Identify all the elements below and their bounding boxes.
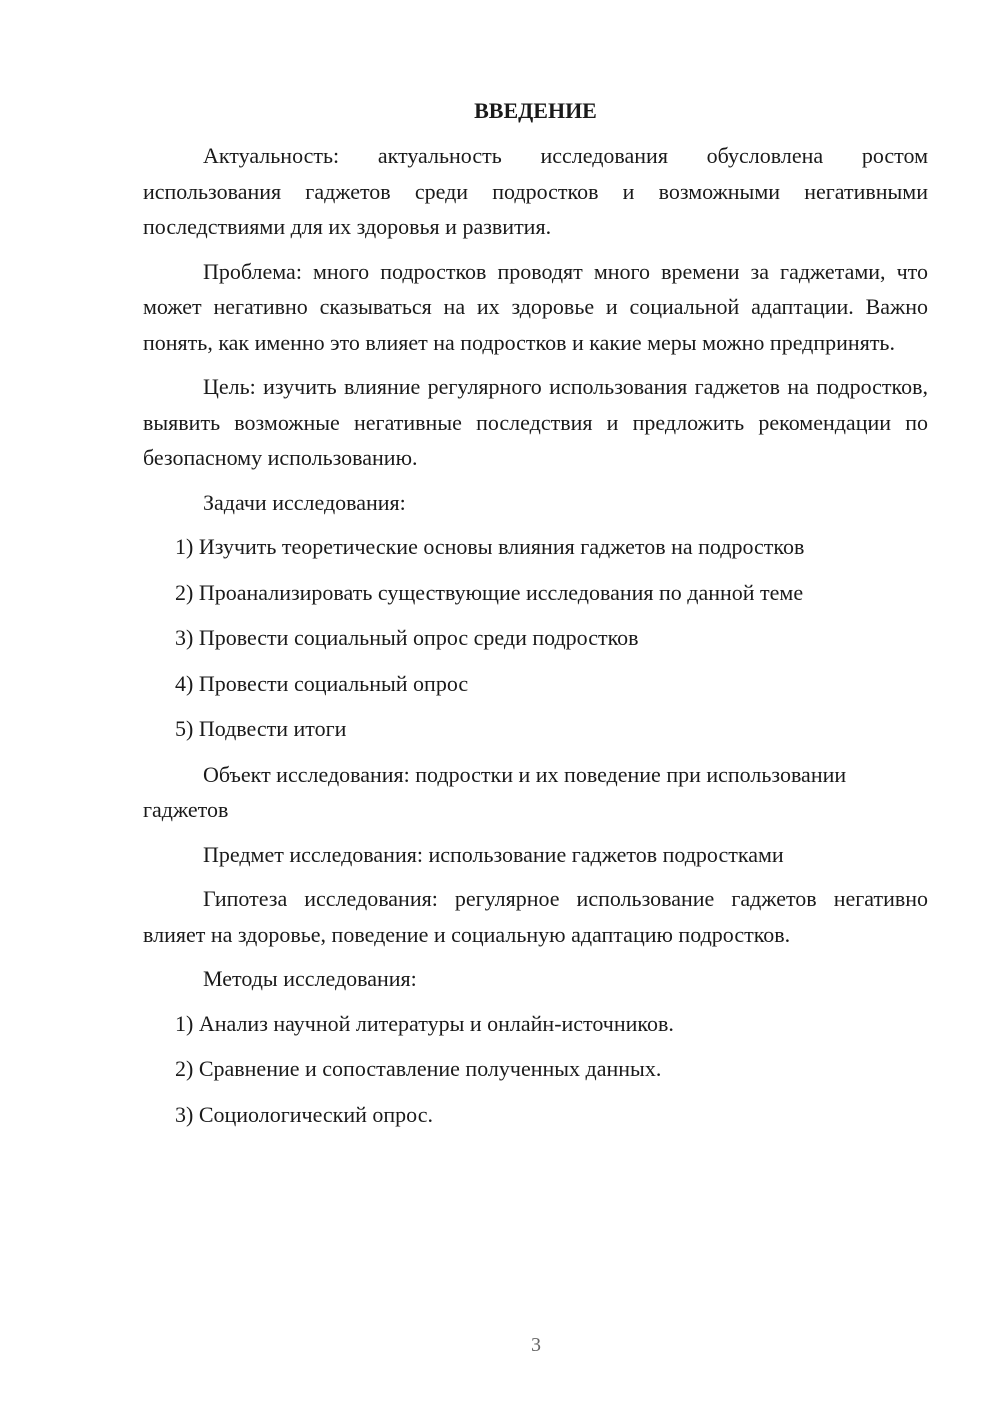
- methods-title: Методы исследования:: [203, 966, 417, 991]
- method-item: 1) Анализ научной литературы и онлайн-источников.: [175, 1010, 674, 1036]
- task-item: 5) Подвести итоги: [175, 716, 347, 741]
- subject-paragraph: Предмет исследования: использование гаджетов подростками: [203, 841, 784, 867]
- object-paragraph: Объект исследования: подростки и их поведение при использовании гаджетов: [143, 761, 847, 822]
- tasks-title: Задачи исследования:: [203, 489, 406, 515]
- task-item: 3) Провести социальный опрос среди подростков: [175, 625, 639, 650]
- task-item: 4) Провести социальный опрос: [175, 670, 469, 696]
- method-item: 3) Социологический опрос.: [175, 1101, 433, 1127]
- page-number: 3: [531, 1334, 541, 1356]
- hypothesis-paragraph: Гипотеза исследования: регулярное использование гаджетов негативно влияет на здоровье, поведение и социальную адаптацию подростков.: [143, 886, 928, 947]
- goal-paragraph: Цель: изучить влияние регулярного использования гаджетов на подростков, выявить возможные негативные последствия и предложить рекомендации по безопасному использованию.: [143, 374, 928, 470]
- document-page: [143, 96, 928, 1142]
- relevance-paragraph: Актуальность: актуальность исследования обусловлена ростом использования гаджетов среди подростков и возможными негативными последствиями для их здоровья и развития.: [143, 143, 928, 239]
- task-item: 2) Проанализировать существующие исследования по данной теме: [175, 579, 804, 605]
- task-item: 1) Изучить теоретические основы влияния гаджетов на подростков: [175, 534, 805, 559]
- problem-paragraph: Проблема: много подростков проводят много времени за гаджетами, что может негативно сказываться на их здоровье и социальной адаптации. Важно понять, как именно это влияет на подростков и какие меры можно предпринять.: [143, 258, 928, 355]
- section-heading: ВВЕДЕНИЕ: [474, 98, 597, 123]
- method-item: 2) Сравнение и сопоставление полученных данных.: [175, 1056, 662, 1081]
